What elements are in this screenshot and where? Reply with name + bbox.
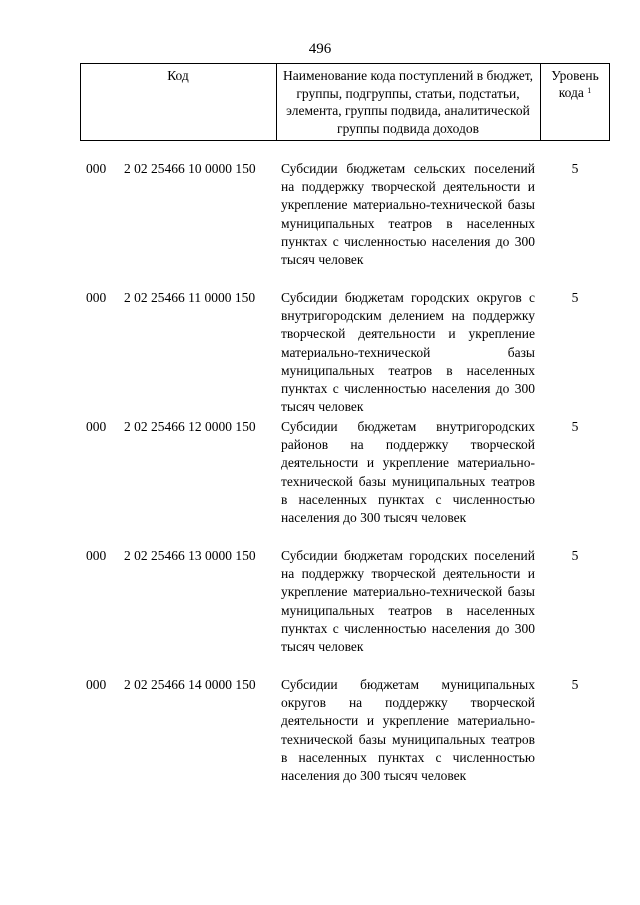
row-admin-code: 000 (86, 161, 107, 176)
row-name: Субсидии бюджетам городских округов с внутригородским делением на поддержку творческой деятельности и укрепление материально-технической базы муниципальных театров в населенных пунктах с численностью населения до 300 тысяч человек (281, 290, 535, 415)
row-level: 5 (571, 161, 579, 176)
row-admin-code: 000 (86, 548, 107, 563)
table-row (80, 416, 610, 545)
header-name: Наименование кода поступлений в бюджет, группы, подгруппы, статьи, подстатьи, элемента, группы подвида, аналитической группы подвида доходов (282, 68, 533, 136)
page-number: 496 (308, 41, 332, 57)
table-row (80, 674, 610, 803)
table-row (80, 287, 610, 416)
row-revenue-code: 2 02 25466 11 0000 150 (124, 290, 256, 305)
row-revenue-code: 2 02 25466 12 0000 150 (124, 419, 256, 434)
header-level-footnote: 1 (587, 86, 592, 95)
row-level: 5 (571, 290, 579, 305)
table-header-block (80, 63, 610, 141)
row-level: 5 (571, 419, 579, 434)
row-level: 5 (571, 548, 579, 563)
row-level: 5 (571, 677, 579, 692)
table-row (80, 158, 610, 287)
row-admin-code: 000 (86, 419, 107, 434)
row-admin-code: 000 (86, 290, 107, 305)
row-name: Субсидии бюджетам сельских поселений на поддержку творческой деятельности и укрепление материально-технической базы муниципальных театров в населенных пунктах с численностью населения до 300 тысяч человек (281, 161, 535, 268)
table-header (80, 63, 610, 141)
row-name: Субсидии бюджетам муниципальных округов на поддержку творческой деятельности и укрепление материально-технической базы муниципальных театров в населенных пунктах с численностью населения до 300 тысяч человек (281, 677, 535, 784)
header-code: Код (167, 68, 189, 83)
row-admin-code: 000 (86, 677, 107, 692)
row-name: Субсидии бюджетам городских поселений на поддержку творческой деятельности и укрепление материально-технической базы муниципальных театров в населенных пунктах с численностью населения до 300 тысяч человек (281, 548, 535, 655)
header-level (540, 67, 610, 101)
row-name: Субсидии бюджетам внутригородских районов на поддержку творческой деятельности и укрепление материально-технической базы муниципальных театров в населенных пунктах с численностью населения до 300 тысяч человек (281, 419, 535, 526)
row-revenue-code: 2 02 25466 14 0000 150 (124, 677, 256, 692)
row-revenue-code: 2 02 25466 10 0000 150 (124, 161, 256, 176)
header-level-label: Уровень кода (551, 68, 599, 100)
row-revenue-code: 2 02 25466 13 0000 150 (124, 548, 256, 563)
table-row (80, 545, 610, 674)
table-body (80, 158, 610, 803)
